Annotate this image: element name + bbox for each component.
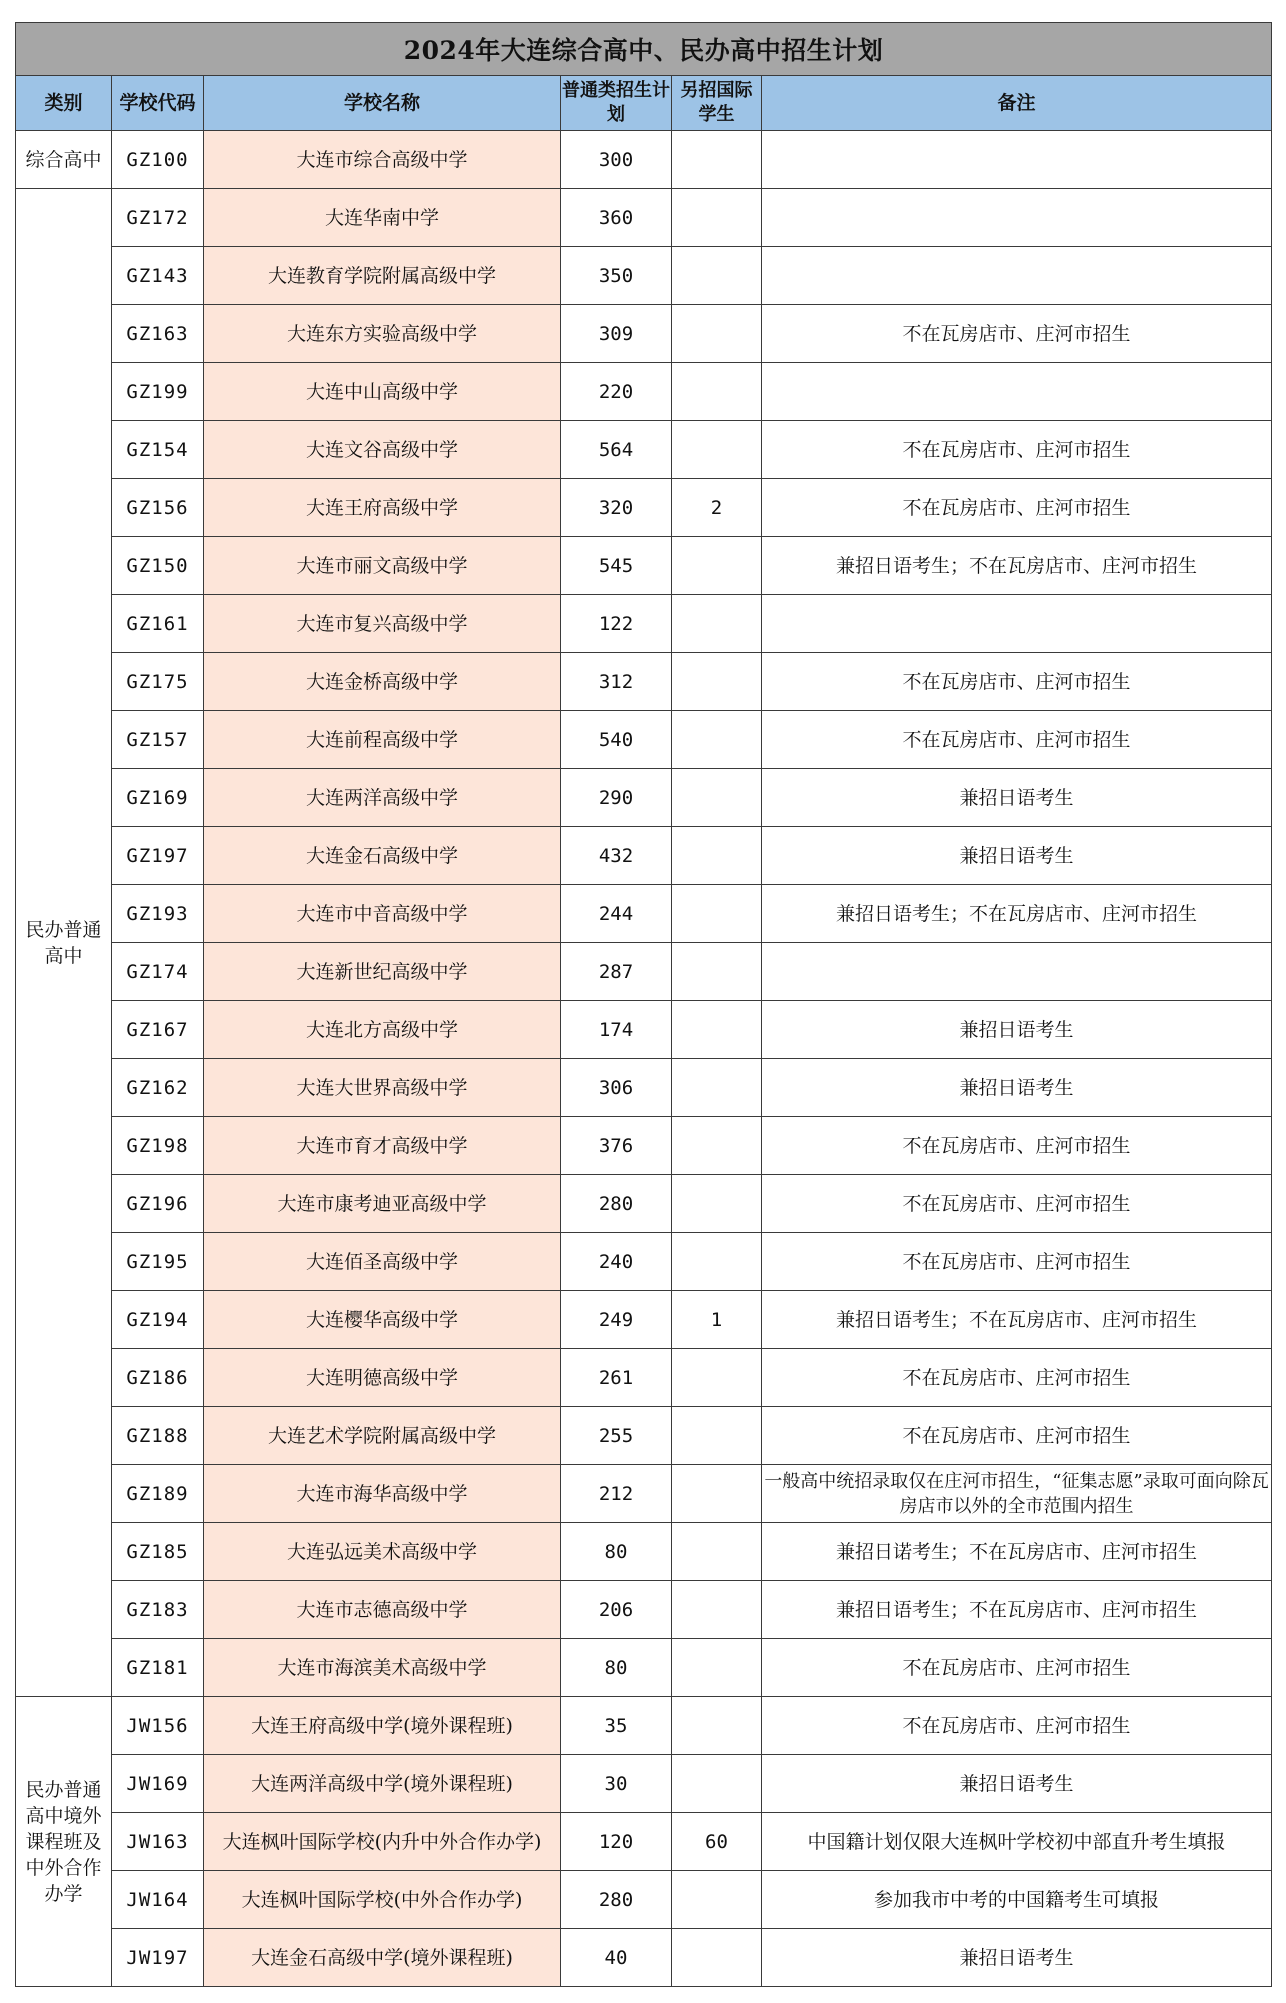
notes-cell: 不在瓦房店市、庄河市招生 — [762, 1117, 1272, 1175]
notes-cell: 不在瓦房店市、庄河市招生 — [762, 479, 1272, 537]
notes-cell: 兼招日语考生；不在瓦房店市、庄河市招生 — [762, 885, 1272, 943]
school-name-cell: 大连樱华高级中学 — [204, 1291, 561, 1349]
notes-cell — [762, 943, 1272, 1001]
international-students-cell — [672, 653, 762, 711]
school-name-cell: 大连枫叶国际学校(内升中外合作办学) — [204, 1813, 561, 1871]
school-code-cell: GZ174 — [112, 943, 204, 1001]
international-students-cell: 1 — [672, 1291, 762, 1349]
table-row — [16, 1581, 1272, 1639]
general-plan-cell: 309 — [561, 305, 672, 363]
notes-cell: 兼招日语考生；不在瓦房店市、庄河市招生 — [762, 537, 1272, 595]
table-row — [16, 1407, 1272, 1465]
international-students-cell — [672, 1871, 762, 1929]
table-row — [16, 247, 1272, 305]
table-row — [16, 1697, 1272, 1755]
school-code-cell: GZ162 — [112, 1059, 204, 1117]
header-school-code: 学校代码 — [112, 76, 204, 131]
notes-cell: 参加我市中考的中国籍考生可填报 — [762, 1871, 1272, 1929]
table-row — [16, 1233, 1272, 1291]
table-row — [16, 1465, 1272, 1523]
school-code-cell: JW156 — [112, 1697, 204, 1755]
school-code-cell: GZ172 — [112, 189, 204, 247]
school-code-cell: GZ197 — [112, 827, 204, 885]
school-code-cell: GZ185 — [112, 1523, 204, 1581]
general-plan-cell: 261 — [561, 1349, 672, 1407]
table-row — [16, 1755, 1272, 1813]
general-plan-cell: 545 — [561, 537, 672, 595]
international-students-cell — [672, 537, 762, 595]
table-row — [16, 1349, 1272, 1407]
international-students-cell — [672, 363, 762, 421]
table-body — [16, 131, 1272, 1987]
header-row — [16, 76, 1272, 131]
table-row — [16, 189, 1272, 247]
school-name-cell: 大连两洋高级中学(境外课程班) — [204, 1755, 561, 1813]
notes-cell: 兼招日语考生 — [762, 1001, 1272, 1059]
international-students-cell — [672, 1233, 762, 1291]
table-row — [16, 943, 1272, 1001]
school-name-cell: 大连弘远美术高级中学 — [204, 1523, 561, 1581]
header-category: 类别 — [16, 76, 112, 131]
school-code-cell: GZ161 — [112, 595, 204, 653]
international-students-cell — [672, 1697, 762, 1755]
table-row — [16, 131, 1272, 189]
table-row — [16, 1639, 1272, 1697]
general-plan-cell: 255 — [561, 1407, 672, 1465]
general-plan-cell: 432 — [561, 827, 672, 885]
school-code-cell: GZ175 — [112, 653, 204, 711]
table-row — [16, 711, 1272, 769]
school-name-cell: 大连枫叶国际学校(中外合作办学) — [204, 1871, 561, 1929]
school-code-cell: GZ189 — [112, 1465, 204, 1523]
school-name-cell: 大连东方实验高级中学 — [204, 305, 561, 363]
international-students-cell — [672, 131, 762, 189]
notes-cell: 不在瓦房店市、庄河市招生 — [762, 1233, 1272, 1291]
notes-cell: 不在瓦房店市、庄河市招生 — [762, 305, 1272, 363]
school-name-cell: 大连市综合高级中学 — [204, 131, 561, 189]
school-code-cell: GZ198 — [112, 1117, 204, 1175]
notes-cell — [762, 363, 1272, 421]
header-general-plan: 普通类招生计划 — [561, 76, 672, 131]
notes-cell: 不在瓦房店市、庄河市招生 — [762, 1697, 1272, 1755]
category-cell: 民办普通高中境外课程班及中外合作办学 — [16, 1697, 112, 1987]
notes-cell: 一般高中统招录取仅在庄河市招生，“征集志愿”录取可面向除瓦房店市以外的全市范围内招生 — [762, 1465, 1272, 1523]
international-students-cell: 60 — [672, 1813, 762, 1871]
notes-cell: 不在瓦房店市、庄河市招生 — [762, 653, 1272, 711]
general-plan-cell: 220 — [561, 363, 672, 421]
table-row — [16, 479, 1272, 537]
table-row — [16, 363, 1272, 421]
school-name-cell: 大连市志德高级中学 — [204, 1581, 561, 1639]
school-name-cell: 大连明德高级中学 — [204, 1349, 561, 1407]
general-plan-cell: 174 — [561, 1001, 672, 1059]
table-row — [16, 885, 1272, 943]
school-code-cell: GZ193 — [112, 885, 204, 943]
international-students-cell — [672, 1581, 762, 1639]
general-plan-cell: 376 — [561, 1117, 672, 1175]
school-name-cell: 大连佰圣高级中学 — [204, 1233, 561, 1291]
school-name-cell: 大连金石高级中学 — [204, 827, 561, 885]
table-row — [16, 1001, 1272, 1059]
general-plan-cell: 564 — [561, 421, 672, 479]
general-plan-cell: 287 — [561, 943, 672, 1001]
general-plan-cell: 40 — [561, 1929, 672, 1987]
notes-cell: 兼招日语考生；不在瓦房店市、庄河市招生 — [762, 1581, 1272, 1639]
admission-plan-table — [15, 22, 1272, 1987]
school-code-cell: GZ181 — [112, 1639, 204, 1697]
school-code-cell: GZ143 — [112, 247, 204, 305]
notes-cell: 兼招日诺考生；不在瓦房店市、庄河市招生 — [762, 1523, 1272, 1581]
category-cell: 民办普通高中 — [16, 189, 112, 1697]
school-name-cell: 大连新世纪高级中学 — [204, 943, 561, 1001]
notes-cell: 中国籍计划仅限大连枫叶学校初中部直升考生填报 — [762, 1813, 1272, 1871]
international-students-cell — [672, 1523, 762, 1581]
notes-cell: 兼招日语考生 — [762, 1929, 1272, 1987]
notes-cell: 不在瓦房店市、庄河市招生 — [762, 711, 1272, 769]
notes-cell — [762, 247, 1272, 305]
notes-cell — [762, 131, 1272, 189]
table-row — [16, 769, 1272, 827]
table-row — [16, 1291, 1272, 1349]
table-row — [16, 595, 1272, 653]
general-plan-cell: 206 — [561, 1581, 672, 1639]
general-plan-cell: 35 — [561, 1697, 672, 1755]
school-name-cell: 大连市海华高级中学 — [204, 1465, 561, 1523]
general-plan-cell: 212 — [561, 1465, 672, 1523]
general-plan-cell: 350 — [561, 247, 672, 305]
international-students-cell — [672, 1349, 762, 1407]
general-plan-cell: 300 — [561, 131, 672, 189]
notes-cell: 不在瓦房店市、庄河市招生 — [762, 1639, 1272, 1697]
general-plan-cell: 80 — [561, 1639, 672, 1697]
school-name-cell: 大连市复兴高级中学 — [204, 595, 561, 653]
header-notes: 备注 — [762, 76, 1272, 131]
international-students-cell — [672, 1929, 762, 1987]
notes-cell: 不在瓦房店市、庄河市招生 — [762, 1349, 1272, 1407]
school-name-cell: 大连王府高级中学 — [204, 479, 561, 537]
school-code-cell: GZ199 — [112, 363, 204, 421]
table-title: 2024年大连综合高中、民办高中招生计划 — [16, 23, 1272, 76]
international-students-cell — [672, 885, 762, 943]
notes-cell: 兼招日语考生 — [762, 1755, 1272, 1813]
notes-cell: 不在瓦房店市、庄河市招生 — [762, 1175, 1272, 1233]
general-plan-cell: 249 — [561, 1291, 672, 1349]
international-students-cell — [672, 1117, 762, 1175]
school-name-cell: 大连文谷高级中学 — [204, 421, 561, 479]
general-plan-cell: 240 — [561, 1233, 672, 1291]
school-code-cell: GZ157 — [112, 711, 204, 769]
general-plan-cell: 540 — [561, 711, 672, 769]
school-name-cell: 大连王府高级中学(境外课程班) — [204, 1697, 561, 1755]
school-name-cell: 大连金石高级中学(境外课程班) — [204, 1929, 561, 1987]
international-students-cell — [672, 711, 762, 769]
international-students-cell — [672, 595, 762, 653]
international-students-cell — [672, 769, 762, 827]
school-code-cell: GZ195 — [112, 1233, 204, 1291]
table-row — [16, 1117, 1272, 1175]
general-plan-cell: 320 — [561, 479, 672, 537]
school-code-cell: GZ167 — [112, 1001, 204, 1059]
table-row — [16, 1175, 1272, 1233]
school-name-cell: 大连市丽文高级中学 — [204, 537, 561, 595]
school-code-cell: JW169 — [112, 1755, 204, 1813]
table-row — [16, 1523, 1272, 1581]
school-code-cell: GZ150 — [112, 537, 204, 595]
general-plan-cell: 280 — [561, 1871, 672, 1929]
school-name-cell: 大连艺术学院附属高级中学 — [204, 1407, 561, 1465]
school-code-cell: GZ188 — [112, 1407, 204, 1465]
international-students-cell — [672, 943, 762, 1001]
school-code-cell: GZ100 — [112, 131, 204, 189]
school-name-cell: 大连大世界高级中学 — [204, 1059, 561, 1117]
school-name-cell: 大连前程高级中学 — [204, 711, 561, 769]
school-name-cell: 大连金桥高级中学 — [204, 653, 561, 711]
school-name-cell: 大连市海滨美术高级中学 — [204, 1639, 561, 1697]
school-name-cell: 大连北方高级中学 — [204, 1001, 561, 1059]
school-code-cell: GZ163 — [112, 305, 204, 363]
school-code-cell: GZ169 — [112, 769, 204, 827]
international-students-cell — [672, 1755, 762, 1813]
school-code-cell: GZ156 — [112, 479, 204, 537]
international-students-cell — [672, 1465, 762, 1523]
header-school-name: 学校名称 — [204, 76, 561, 131]
school-name-cell: 大连华南中学 — [204, 189, 561, 247]
table-row — [16, 1059, 1272, 1117]
general-plan-cell: 290 — [561, 769, 672, 827]
international-students-cell — [672, 421, 762, 479]
table-row — [16, 537, 1272, 595]
school-code-cell: JW164 — [112, 1871, 204, 1929]
school-code-cell: GZ154 — [112, 421, 204, 479]
school-name-cell: 大连市康考迪亚高级中学 — [204, 1175, 561, 1233]
international-students-cell — [672, 1175, 762, 1233]
school-name-cell: 大连中山高级中学 — [204, 363, 561, 421]
general-plan-cell: 312 — [561, 653, 672, 711]
table-row — [16, 1813, 1272, 1871]
notes-cell — [762, 595, 1272, 653]
school-code-cell: GZ196 — [112, 1175, 204, 1233]
school-name-cell: 大连市中音高级中学 — [204, 885, 561, 943]
notes-cell: 兼招日语考生 — [762, 1059, 1272, 1117]
notes-cell: 兼招日语考生 — [762, 827, 1272, 885]
international-students-cell — [672, 247, 762, 305]
general-plan-cell: 122 — [561, 595, 672, 653]
table-row — [16, 653, 1272, 711]
international-students-cell — [672, 1639, 762, 1697]
school-code-cell: GZ186 — [112, 1349, 204, 1407]
admission-plan-sheet — [15, 22, 1271, 1987]
general-plan-cell: 244 — [561, 885, 672, 943]
school-name-cell: 大连两洋高级中学 — [204, 769, 561, 827]
international-students-cell — [672, 1059, 762, 1117]
table-row — [16, 305, 1272, 363]
international-students-cell — [672, 827, 762, 885]
general-plan-cell: 306 — [561, 1059, 672, 1117]
international-students-cell — [672, 305, 762, 363]
general-plan-cell: 120 — [561, 1813, 672, 1871]
international-students-cell — [672, 1001, 762, 1059]
school-name-cell: 大连市育才高级中学 — [204, 1117, 561, 1175]
school-code-cell: GZ183 — [112, 1581, 204, 1639]
school-code-cell: JW197 — [112, 1929, 204, 1987]
school-code-cell: JW163 — [112, 1813, 204, 1871]
general-plan-cell: 80 — [561, 1523, 672, 1581]
international-students-cell: 2 — [672, 479, 762, 537]
notes-cell: 不在瓦房店市、庄河市招生 — [762, 421, 1272, 479]
school-code-cell: GZ194 — [112, 1291, 204, 1349]
school-name-cell: 大连教育学院附属高级中学 — [204, 247, 561, 305]
notes-cell — [762, 189, 1272, 247]
international-students-cell — [672, 189, 762, 247]
table-row — [16, 1871, 1272, 1929]
international-students-cell — [672, 1407, 762, 1465]
table-row — [16, 421, 1272, 479]
header-international-students: 另招国际学生 — [672, 76, 762, 131]
notes-cell: 兼招日语考生 — [762, 769, 1272, 827]
table-row — [16, 1929, 1272, 1987]
table-row — [16, 827, 1272, 885]
general-plan-cell: 280 — [561, 1175, 672, 1233]
general-plan-cell: 360 — [561, 189, 672, 247]
notes-cell: 兼招日语考生；不在瓦房店市、庄河市招生 — [762, 1291, 1272, 1349]
notes-cell: 不在瓦房店市、庄河市招生 — [762, 1407, 1272, 1465]
general-plan-cell: 30 — [561, 1755, 672, 1813]
category-cell: 综合高中 — [16, 131, 112, 189]
